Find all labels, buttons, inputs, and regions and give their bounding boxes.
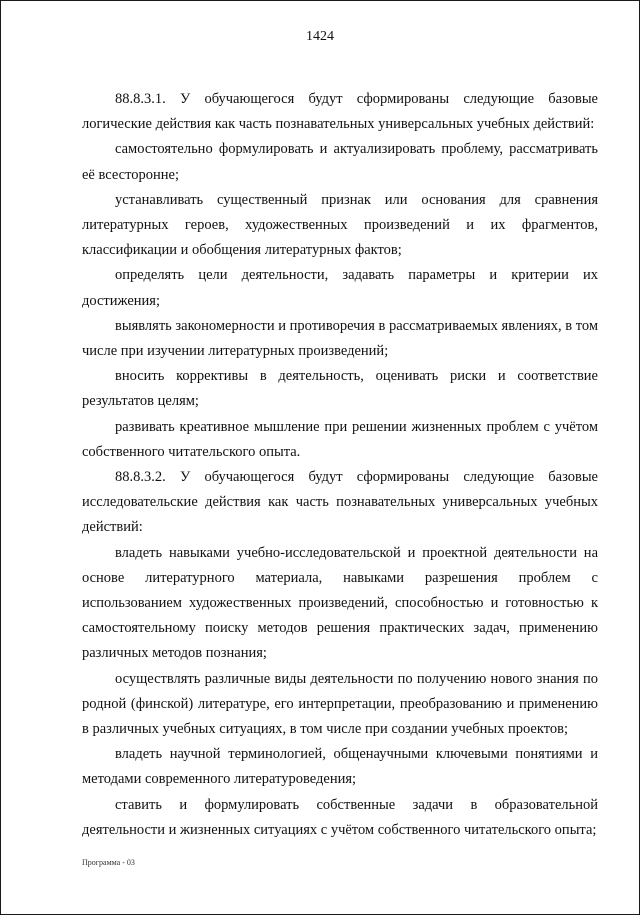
paragraph-2: самостоятельно формулировать и актуализировать проблему, рассматривать её всесторонне; [82, 141, 598, 183]
paragraph-4: определять цели деятельности, задавать параметры и критерии их достижения; [82, 267, 598, 309]
page-number: 1424 [306, 29, 334, 44]
paragraph-7: развивать креативное мышление при решении жизненных проблем с учётом собственного читательского опыта. [82, 418, 598, 460]
paragraph-9: владеть навыками учебно-исследовательской и проектной деятельности на основе литературного материала, навыками разрешения проблем с использованием художественных произведений, способностью и готовностью к самостоятельному поиску методов решения практических задач, применению различных методов познания; [82, 544, 598, 662]
paragraph-11: владеть научной терминологией, общенаучными ключевыми понятиями и методами современного литературоведения; [82, 746, 598, 788]
paragraph-5: выявлять закономерности и противоречия в рассматриваемых явлениях, в том числе при изучении литературных произведений; [82, 317, 598, 360]
paragraph-8: 88.8.3.2. У обучающегося будут сформированы следующие базовые исследовательские действия как часть познавательных универсальных учебных действий: [82, 469, 598, 536]
paragraph-1: 88.8.3.1. У обучающегося будут сформированы следующие базовые логические действия как часть познавательных универсальных учебных действий: [82, 91, 598, 133]
document-body [82, 87, 598, 843]
paragraph-6: вносить коррективы в деятельность, оценивать риски и соответствие результатов целям; [82, 368, 598, 410]
page-footer: Программа - 03 [82, 858, 135, 867]
paragraph-10: осуществлять различные виды деятельности по получению нового знания по родной (финской) литературе, его интерпретации, преобразованию и применению в различных учебных ситуациях, в том числе при создании учебных проектов; [82, 670, 598, 738]
paragraph-3: устанавливать существенный признак или основания для сравнения литературных героев, художественных произведений и их фрагментов, классификации и обобщения литературных фактов; [82, 191, 598, 259]
paragraph-12: ставить и формулировать собственные задачи в образовательной деятельности и жизненных ситуациях с учётом собственного читательского опыта; [82, 796, 598, 838]
